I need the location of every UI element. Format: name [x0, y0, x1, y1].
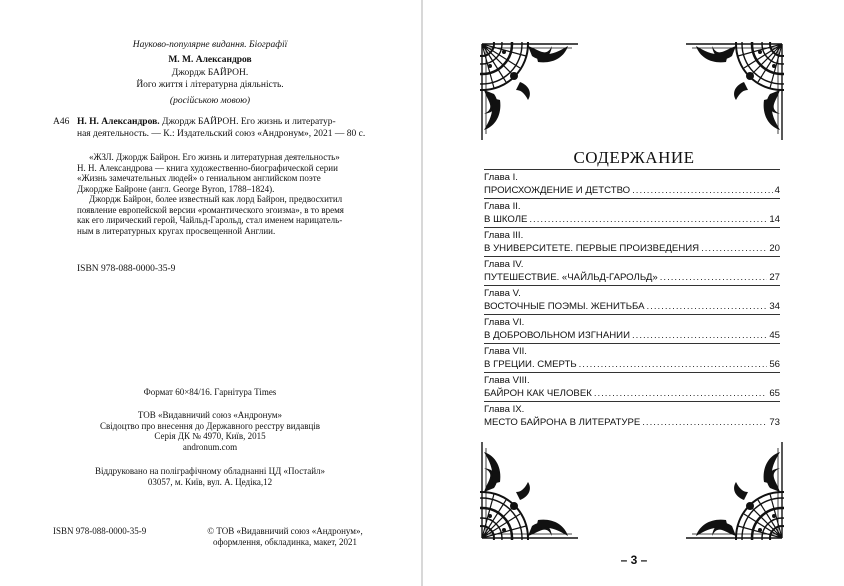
toc-row — [484, 271, 780, 285]
abstract-line: ным в литературных кругах просвещенной Англии. — [77, 225, 276, 236]
toc-entry[interactable] — [484, 343, 780, 372]
toc-chapter-name: МЕСТО БАЙРОНА В ЛИТЕРАТУРЕ — [484, 417, 641, 428]
toc-entry[interactable] — [484, 372, 780, 401]
toc-row — [484, 387, 780, 401]
toc-chapter-name: В ГРЕЦИИ. СМЕРТЬ — [484, 359, 577, 370]
toc-entry[interactable] — [484, 285, 780, 314]
publisher-line: Свідоцтво про внесення до Державного реєстру видавців — [99, 420, 321, 431]
isbn-bottom: ISBN 978-088-0000-35-9 — [53, 526, 147, 536]
copyright — [200, 526, 370, 547]
toc-page-number: 73 — [769, 417, 780, 428]
toc-chapter-label: Глава III. — [484, 230, 524, 241]
abstract-line: Джордже Байроне (англ. George Byron, 1788–1824). — [77, 183, 275, 194]
contents-page — [424, 0, 844, 586]
abstract-line: Джордж Байрон, более известный как лорд Байрон, предвосхитил — [89, 194, 343, 204]
toc-entry[interactable] — [484, 401, 780, 430]
copyright-line: оформлення, обкладинка, макет, 2021 — [212, 536, 358, 547]
toc-row — [484, 242, 780, 256]
page-number: – 3 – — [620, 553, 648, 567]
toc-chapter-label: Глава IV. — [484, 259, 524, 270]
abstract-line: «Жизнь замечательных людей» о гениальном английском поэте — [77, 173, 321, 183]
toc-chapter-name: ВОСТОЧНЫЕ ПОЭМЫ. ЖЕНИТЬБА — [484, 301, 645, 312]
toc-chapter-name: В ДОБРОВОЛЬНОМ ИЗГНАНИИ — [484, 330, 630, 341]
biblio-title: Джордж БАЙРОН. Его жизнь и литератур- — [161, 117, 336, 127]
book-title: Джордж БАЙРОН. — [171, 68, 249, 78]
toc-row — [484, 358, 780, 372]
toc-chapter-label: Глава IX. — [484, 404, 525, 415]
language-note: (російською мовою) — [169, 96, 251, 106]
toc-row — [484, 329, 780, 343]
toc-page-number: 45 — [769, 330, 780, 341]
toc-chapter-name: ПУТЕШЕСТВИЕ. «ЧАЙЛЬД-ГАРОЛЬД» — [484, 272, 658, 283]
toc-page-number: 27 — [769, 272, 780, 283]
corner-ornament-top-left-icon — [480, 42, 580, 142]
toc-row — [484, 300, 780, 314]
toc-leader-dots — [529, 213, 767, 227]
toc-leader-dots — [642, 416, 767, 430]
biblio-author: Н. Н. Александров. — [77, 117, 160, 127]
biblio-line-2: ная деятельность. — К.: Издательский союз «Андронум», 2021 — 80 с. — [77, 129, 366, 139]
toc-chapter-label: Глава II. — [484, 201, 521, 212]
corner-ornament-bottom-left-icon — [480, 440, 580, 540]
toc-leader-dots — [594, 387, 768, 401]
corner-ornament-bottom-right-icon — [684, 440, 784, 540]
toc-chapter-label: Глава VII. — [484, 346, 527, 357]
publisher-line: ТОВ «Видавничий союз «Андронум» — [137, 410, 283, 420]
abstract-line: как его лирический герой, Чайльд-Гарольд, стал именем нарицатель- — [77, 215, 343, 225]
toc-leader-dots — [701, 242, 767, 256]
toc-entry[interactable] — [484, 198, 780, 227]
toc-page-number: 34 — [769, 301, 780, 312]
toc-leader-dots — [579, 358, 768, 372]
book-subtitle: Його життя і літературна діяльність. — [136, 80, 284, 90]
printer-line: Віддруковано на поліграфічному обладнанні ЦД «Постайл» — [94, 466, 326, 476]
toc-page-number: 4 — [774, 185, 780, 196]
toc-entry[interactable] — [484, 314, 780, 343]
page-gutter — [421, 0, 423, 586]
toc-leader-dots — [632, 184, 773, 198]
toc-chapter-name: В ШКОЛЕ — [484, 214, 528, 225]
publisher-line: Серія ДК № 4970, Київ, 2015 — [154, 431, 266, 441]
toc-page-number: 20 — [769, 243, 780, 254]
toc-chapter-name: В УНИВЕРСИТЕТЕ. ПЕРВЫЕ ПРОИЗВЕДЕНИЯ — [484, 243, 700, 254]
toc-entry[interactable] — [484, 169, 780, 198]
toc-row — [484, 416, 780, 430]
toc-page-number: 14 — [769, 214, 780, 225]
toc-entry[interactable] — [484, 227, 780, 256]
toc-title: СОДЕРЖАНИЕ — [573, 148, 695, 167]
toc-row — [484, 184, 780, 198]
copyright-line: © ТОВ «Видавничий союз «Андронум», — [207, 526, 363, 536]
printer-line: 03057, м. Київ, вул. А. Цедіка,12 — [147, 476, 273, 487]
toc-page-number: 65 — [769, 388, 780, 399]
toc-chapter-label: Глава V. — [484, 288, 521, 299]
series-label: Науково-популярне видання. Біографії — [132, 40, 288, 50]
abstract — [77, 152, 367, 236]
author-name: М. М. Александров — [168, 55, 252, 65]
toc-chapter-label: Глава VI. — [484, 317, 525, 328]
printer-info — [0, 466, 420, 487]
toc-row — [484, 213, 780, 227]
imprint-page — [0, 0, 420, 586]
toc-entry[interactable] — [484, 256, 780, 285]
abstract-line: Н. Н. Александрова — книга художественно-биографической серии — [77, 162, 338, 173]
abstract-line: «ЖЗЛ. Джордж Байрон. Его жизнь и литературная деятельность» — [89, 152, 340, 162]
toc-leader-dots — [660, 271, 768, 285]
format-info: Формат 60×84/16. Гарнітура Times — [143, 387, 277, 397]
udc-code: А46 — [53, 117, 70, 127]
toc-chapter-name: БАЙРОН КАК ЧЕЛОВЕК — [484, 388, 592, 399]
isbn: ISBN 978-088-0000-35-9 — [77, 264, 176, 274]
toc-chapter-label: Глава I. — [484, 172, 518, 183]
publisher-info — [0, 410, 420, 452]
toc-leader-dots — [647, 300, 768, 314]
abstract-line: появление европейской версии «романтического эгоизма», в то время — [77, 204, 344, 215]
bibliographic-line — [77, 117, 367, 129]
toc-leader-dots — [632, 329, 767, 343]
publisher-line: andronum.com — [182, 441, 238, 452]
toc-chapter-label: Глава VIII. — [484, 375, 530, 386]
toc-page-number: 56 — [769, 359, 780, 370]
toc-list — [484, 169, 780, 430]
toc-chapter-name: ПРОИСХОЖДЕНИЕ И ДЕТСТВО — [484, 185, 631, 196]
corner-ornament-top-right-icon — [684, 42, 784, 142]
